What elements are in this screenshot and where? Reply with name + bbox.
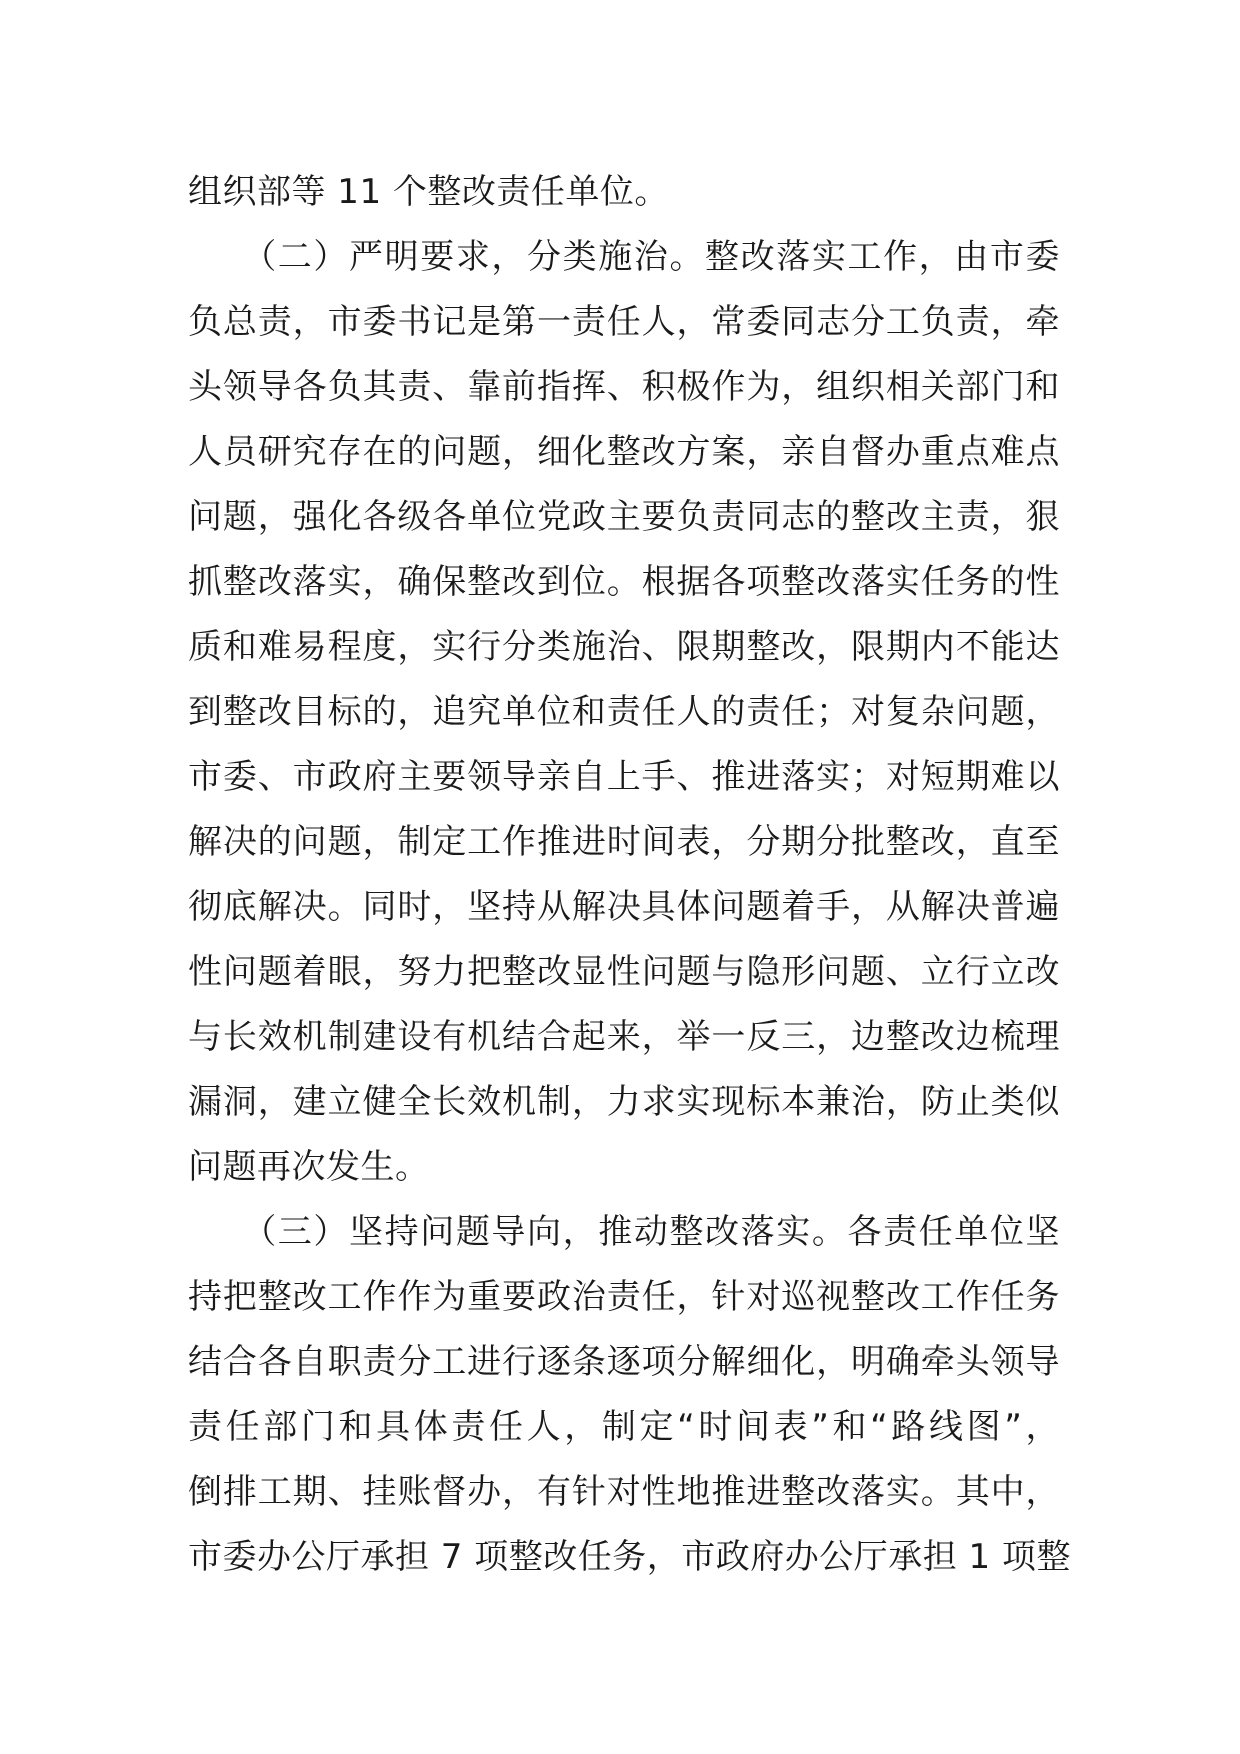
text-line: 市委办公厅承担 7 项整改任务，市政府办公厅承担 1 项整 (188, 1537, 1071, 1577)
text-line: 抓整改落实，确保整改到位。根据各项整改落实任务的性 (188, 562, 1060, 602)
text-line: 质和难易程度，实行分类施治、限期整改，限期内不能达 (188, 627, 1060, 667)
document-body (188, 160, 1071, 1590)
text-line: 结合各自职责分工进行逐条逐项分解细化，明确牵头领导 (188, 1342, 1060, 1382)
text-line: 问题再次发生。 (188, 1147, 430, 1187)
text-line: 倒排工期、挂账督办，有针对性地推进整改落实。其中， (188, 1472, 1060, 1512)
text-line: （二）严明要求，分类施治。整改落实工作，由市委 (188, 237, 1060, 277)
text-line: 负总责，市委书记是第一责任人，常委同志分工负责，牵 (188, 302, 1060, 342)
text-line: 到整改目标的，追究单位和责任人的责任；对复杂问题， (188, 692, 1060, 732)
text-line: 市委、市政府主要领导亲自上手、推进落实；对短期难以 (188, 757, 1060, 797)
text-line: 组织部等 11 个整改责任单位。 (188, 172, 669, 212)
text-line: 头领导各负其责、靠前指挥、积极作为，组织相关部门和 (188, 367, 1060, 407)
text-line: 与长效机制建设有机结合起来，举一反三，边整改边梳理 (188, 1017, 1060, 1057)
text-line: 解决的问题，制定工作推进时间表，分期分批整改，直至 (188, 822, 1060, 862)
text-line: 漏洞，建立健全长效机制，力求实现标本兼治，防止类似 (188, 1082, 1060, 1122)
text-line: 彻底解决。同时，坚持从解决具体问题着手，从解决普遍 (188, 887, 1060, 927)
text-line: 人员研究存在的问题，细化整改方案，亲自督办重点难点 (188, 432, 1060, 472)
text-line: 性问题着眼，努力把整改显性问题与隐形问题、立行立改 (188, 952, 1060, 992)
text-line: 责任部门和具体责任人，制定“时间表”和“路线图”， (188, 1407, 1060, 1447)
text-line: 问题，强化各级各单位党政主要负责同志的整改主责，狠 (188, 497, 1060, 537)
text-line: 持把整改工作作为重要政治责任，针对巡视整改工作任务 (188, 1277, 1060, 1317)
text-line: （三）坚持问题导向，推动整改落实。各责任单位坚 (188, 1212, 1060, 1252)
